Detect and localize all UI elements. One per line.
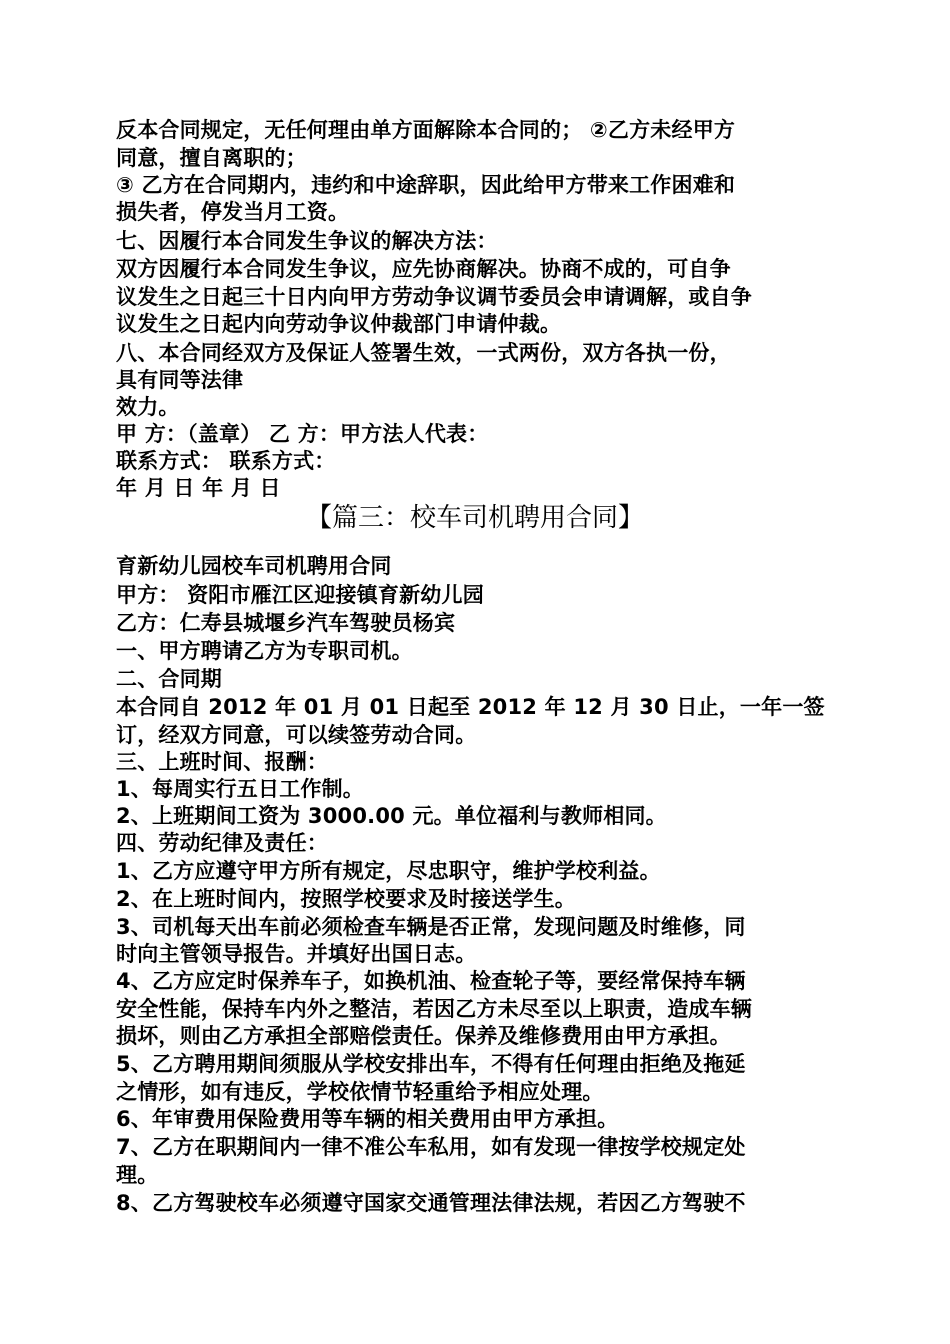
text-line: 3、司机每天出车前必须检查车辆是否正常，发现问题及时维修，同 (116, 915, 746, 939)
text-line: 损坏，则由乙方承担全部赔偿责任。保养及维修费用由甲方承担。 (116, 1024, 731, 1048)
section-title-4: 四、劳动纪律及责任： (116, 831, 328, 855)
text-line: 1、每周实行五日工作制。 (116, 777, 365, 801)
text-line: 反本合同规定，无任何理由单方面解除本合同的； ②乙方未经甲方 (116, 118, 736, 142)
section-title-3: 三、上班时间、报酬： (116, 750, 328, 774)
text-line: 损失者，停发当月工资。 (116, 200, 350, 224)
section-heading: 【篇三：校车司机聘用合同】 (305, 503, 644, 533)
contact-line: 联系方式： 联系方式： (116, 449, 336, 473)
text-line: 订，经双方同意，可以续签劳动合同。 (116, 723, 477, 747)
text-line: 6、年审费用保险费用等车辆的相关费用由甲方承担。 (116, 1107, 619, 1131)
section-title-7: 七、因履行本合同发生争议的解决方法： (116, 229, 498, 253)
text-line: 同意，擅自离职的； (116, 146, 307, 170)
text-line: 4、乙方应定时保养车子，如换机油、检查轮子等，要经常保持车辆 (116, 969, 746, 993)
text-line: 1、乙方应遵守甲方所有规定，尽忠职守，维护学校利益。 (116, 859, 661, 883)
text-line: 具有同等法律 (116, 368, 244, 392)
signature-line: 甲 方：（盖章） 乙 方：甲方法人代表： (116, 422, 489, 446)
text-line: 5、乙方聘用期间须服从学校安排出车，不得有任何理由拒绝及拖延 (116, 1052, 746, 1076)
date-line: 年 月 日 年 月 日 (116, 476, 281, 500)
section-title-8: 八、本合同经双方及保证人签署生效，一式两份，双方各执一份， (116, 341, 731, 365)
text-line: ③ 乙方在合同期内，违约和中途辞职，因此给甲方带来工作困难和 (116, 173, 736, 197)
section-title-1: 一、甲方聘请乙方为专职司机。 (116, 639, 413, 663)
text-line: 2、在上班时间内，按照学校要求及时接送学生。 (116, 887, 577, 911)
section-title-2: 二、合同期 (116, 667, 222, 691)
text-line: 议发生之日起三十日内向甲方劳动争议调节委员会申请调解，或自争 (116, 285, 752, 309)
text-line: 安全性能，保持车内外之整洁，若因乙方未尽至以上职责，造成车辆 (116, 997, 752, 1021)
party-b-line: 乙方：仁寿县城堰乡汽车驾驶员杨宾 (116, 611, 456, 635)
party-a-line: 甲方： 资阳市雁江区迎接镇育新幼儿园 (116, 583, 484, 607)
text-line: 时向主管领导报告。并填好出国日志。 (116, 942, 477, 966)
contract-title: 育新幼儿园校车司机聘用合同 (116, 554, 392, 578)
text-line: 本合同自 2012 年 01 月 01 日起至 2012 年 12 月 30 日止，一年一签 (116, 695, 825, 719)
text-line: 2、上班期间工资为 3000.00 元。单位福利与教师相同。 (116, 804, 667, 828)
text-line: 之情形，如有违反，学校依情节轻重给予相应处理。 (116, 1080, 604, 1104)
text-line: 效力。 (116, 395, 180, 419)
text-line: 8、乙方驾驶校车必须遵守国家交通管理法律法规，若因乙方驾驶不 (116, 1191, 746, 1215)
text-line: 双方因履行本合同发生争议，应先协商解决。协商不成的，可自争 (116, 257, 731, 281)
text-line: 理。 (116, 1163, 159, 1187)
text-line: 议发生之日起内向劳动争议仲裁部门申请仲裁。 (116, 312, 562, 336)
text-line: 7、乙方在职期间内一律不准公车私用，如有发现一律按学校规定处 (116, 1135, 746, 1159)
